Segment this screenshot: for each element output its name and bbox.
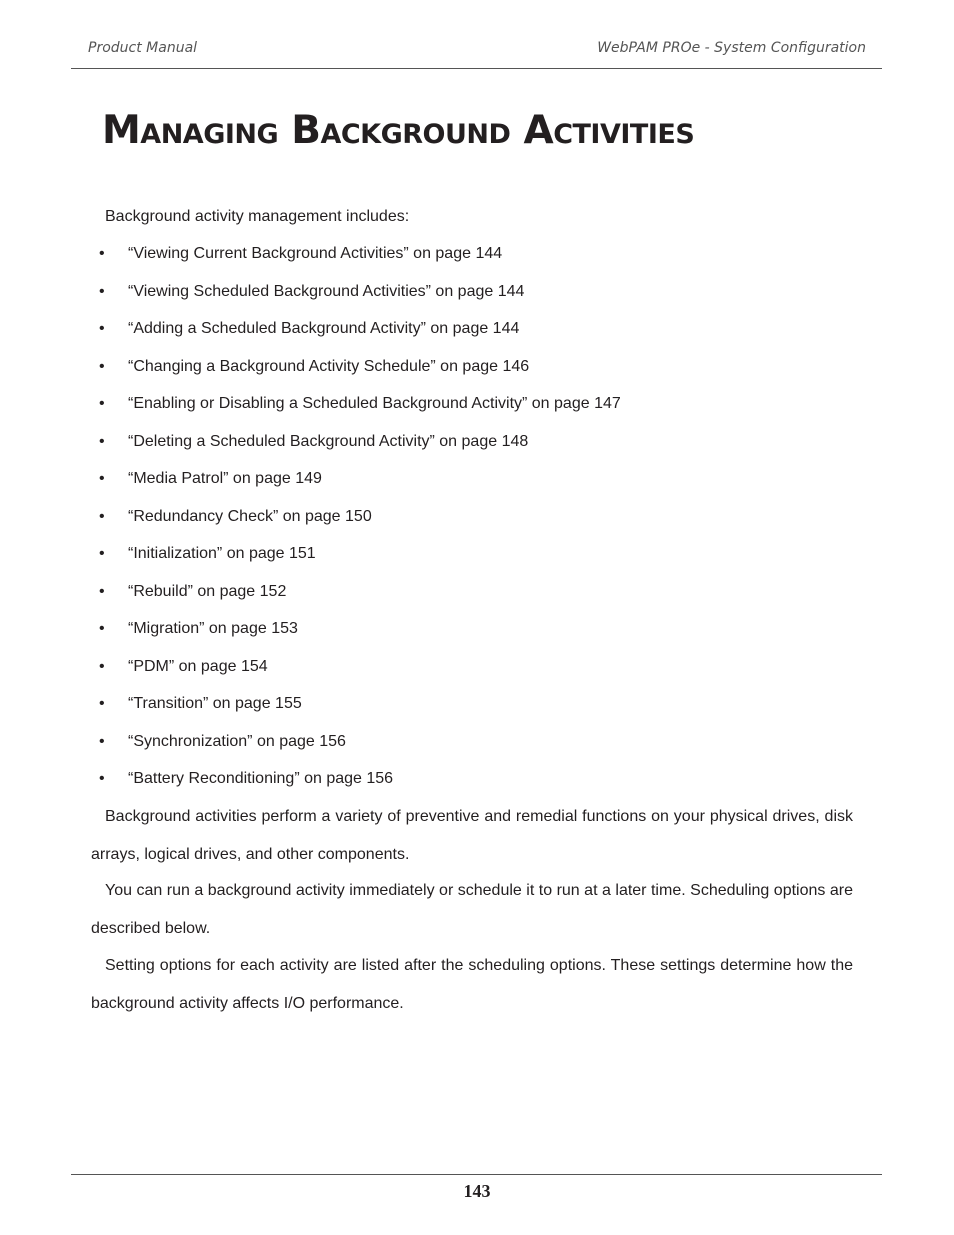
page-number: 143 [463, 1181, 491, 1201]
intro-text: Background activity management includes: [105, 208, 410, 225]
header-rule [71, 68, 882, 69]
bullet-icon: • [99, 470, 105, 487]
list-item-link[interactable]: “Media Patrol” on page 149 [128, 470, 322, 487]
body-paragraph: Background activities perform a variety of preventive and remedial functions on your physical drives, disk arrays, logical drives, and other components. [91, 808, 853, 863]
bullet-icon: • [99, 320, 105, 337]
header-section-title: WebPAM PROe - System Configuration [597, 40, 866, 56]
list-item-link[interactable]: “Viewing Scheduled Background Activities” on page 144 [128, 282, 525, 300]
bullet-icon: • [99, 582, 105, 600]
body-paragraph: Setting options for each activity are listed after the scheduling options. These settings determine how the background activity affects I/O performance. [91, 957, 853, 1012]
list-item-link[interactable]: “Battery Reconditioning” on page 156 [128, 770, 394, 787]
bullet-icon: • [99, 770, 105, 787]
bullet-icon: • [99, 732, 105, 750]
list-item-link[interactable]: “Changing a Background Activity Schedule” on page 146 [128, 357, 530, 375]
list-item-link[interactable]: “Viewing Current Background Activities” on page 144 [128, 245, 503, 262]
list-item-link[interactable]: “PDM” on page 154 [128, 657, 268, 675]
list-item-link[interactable]: “Initialization” on page 151 [128, 545, 316, 562]
page-title: Managing Background Activities [102, 108, 695, 153]
bullet-icon: • [99, 432, 105, 450]
list-item-link[interactable]: “Enabling or Disabling a Scheduled Background Activity” on page 147 [128, 395, 621, 412]
list-item-link[interactable]: “Migration” on page 153 [128, 620, 298, 637]
bullet-icon: • [99, 507, 105, 525]
bullet-icon: • [99, 620, 105, 637]
bullet-icon: • [99, 357, 105, 375]
list-item-link[interactable]: “Redundancy Check” on page 150 [128, 507, 372, 525]
list-item-link[interactable]: “Adding a Scheduled Background Activity” on page 144 [128, 320, 520, 337]
bullet-icon: • [99, 657, 105, 675]
list-item-link[interactable]: “Transition” on page 155 [128, 695, 302, 712]
bullet-icon: • [99, 545, 105, 562]
body-paragraph: You can run a background activity immediately or schedule it to run at a later time. Scheduling options are described below. [91, 882, 853, 937]
list-item-link[interactable]: “Deleting a Scheduled Background Activity” on page 148 [128, 432, 529, 450]
list-item-link[interactable]: “Rebuild” on page 152 [128, 582, 287, 600]
bullet-icon: • [99, 395, 105, 412]
list-item-link[interactable]: “Synchronization” on page 156 [128, 732, 346, 750]
bullet-icon: • [99, 282, 105, 300]
bullet-icon: • [99, 245, 105, 262]
header-manual-title: Product Manual [88, 40, 198, 56]
bullet-icon: • [99, 695, 105, 712]
footer-rule [71, 1174, 882, 1175]
running-header [88, 40, 866, 62]
